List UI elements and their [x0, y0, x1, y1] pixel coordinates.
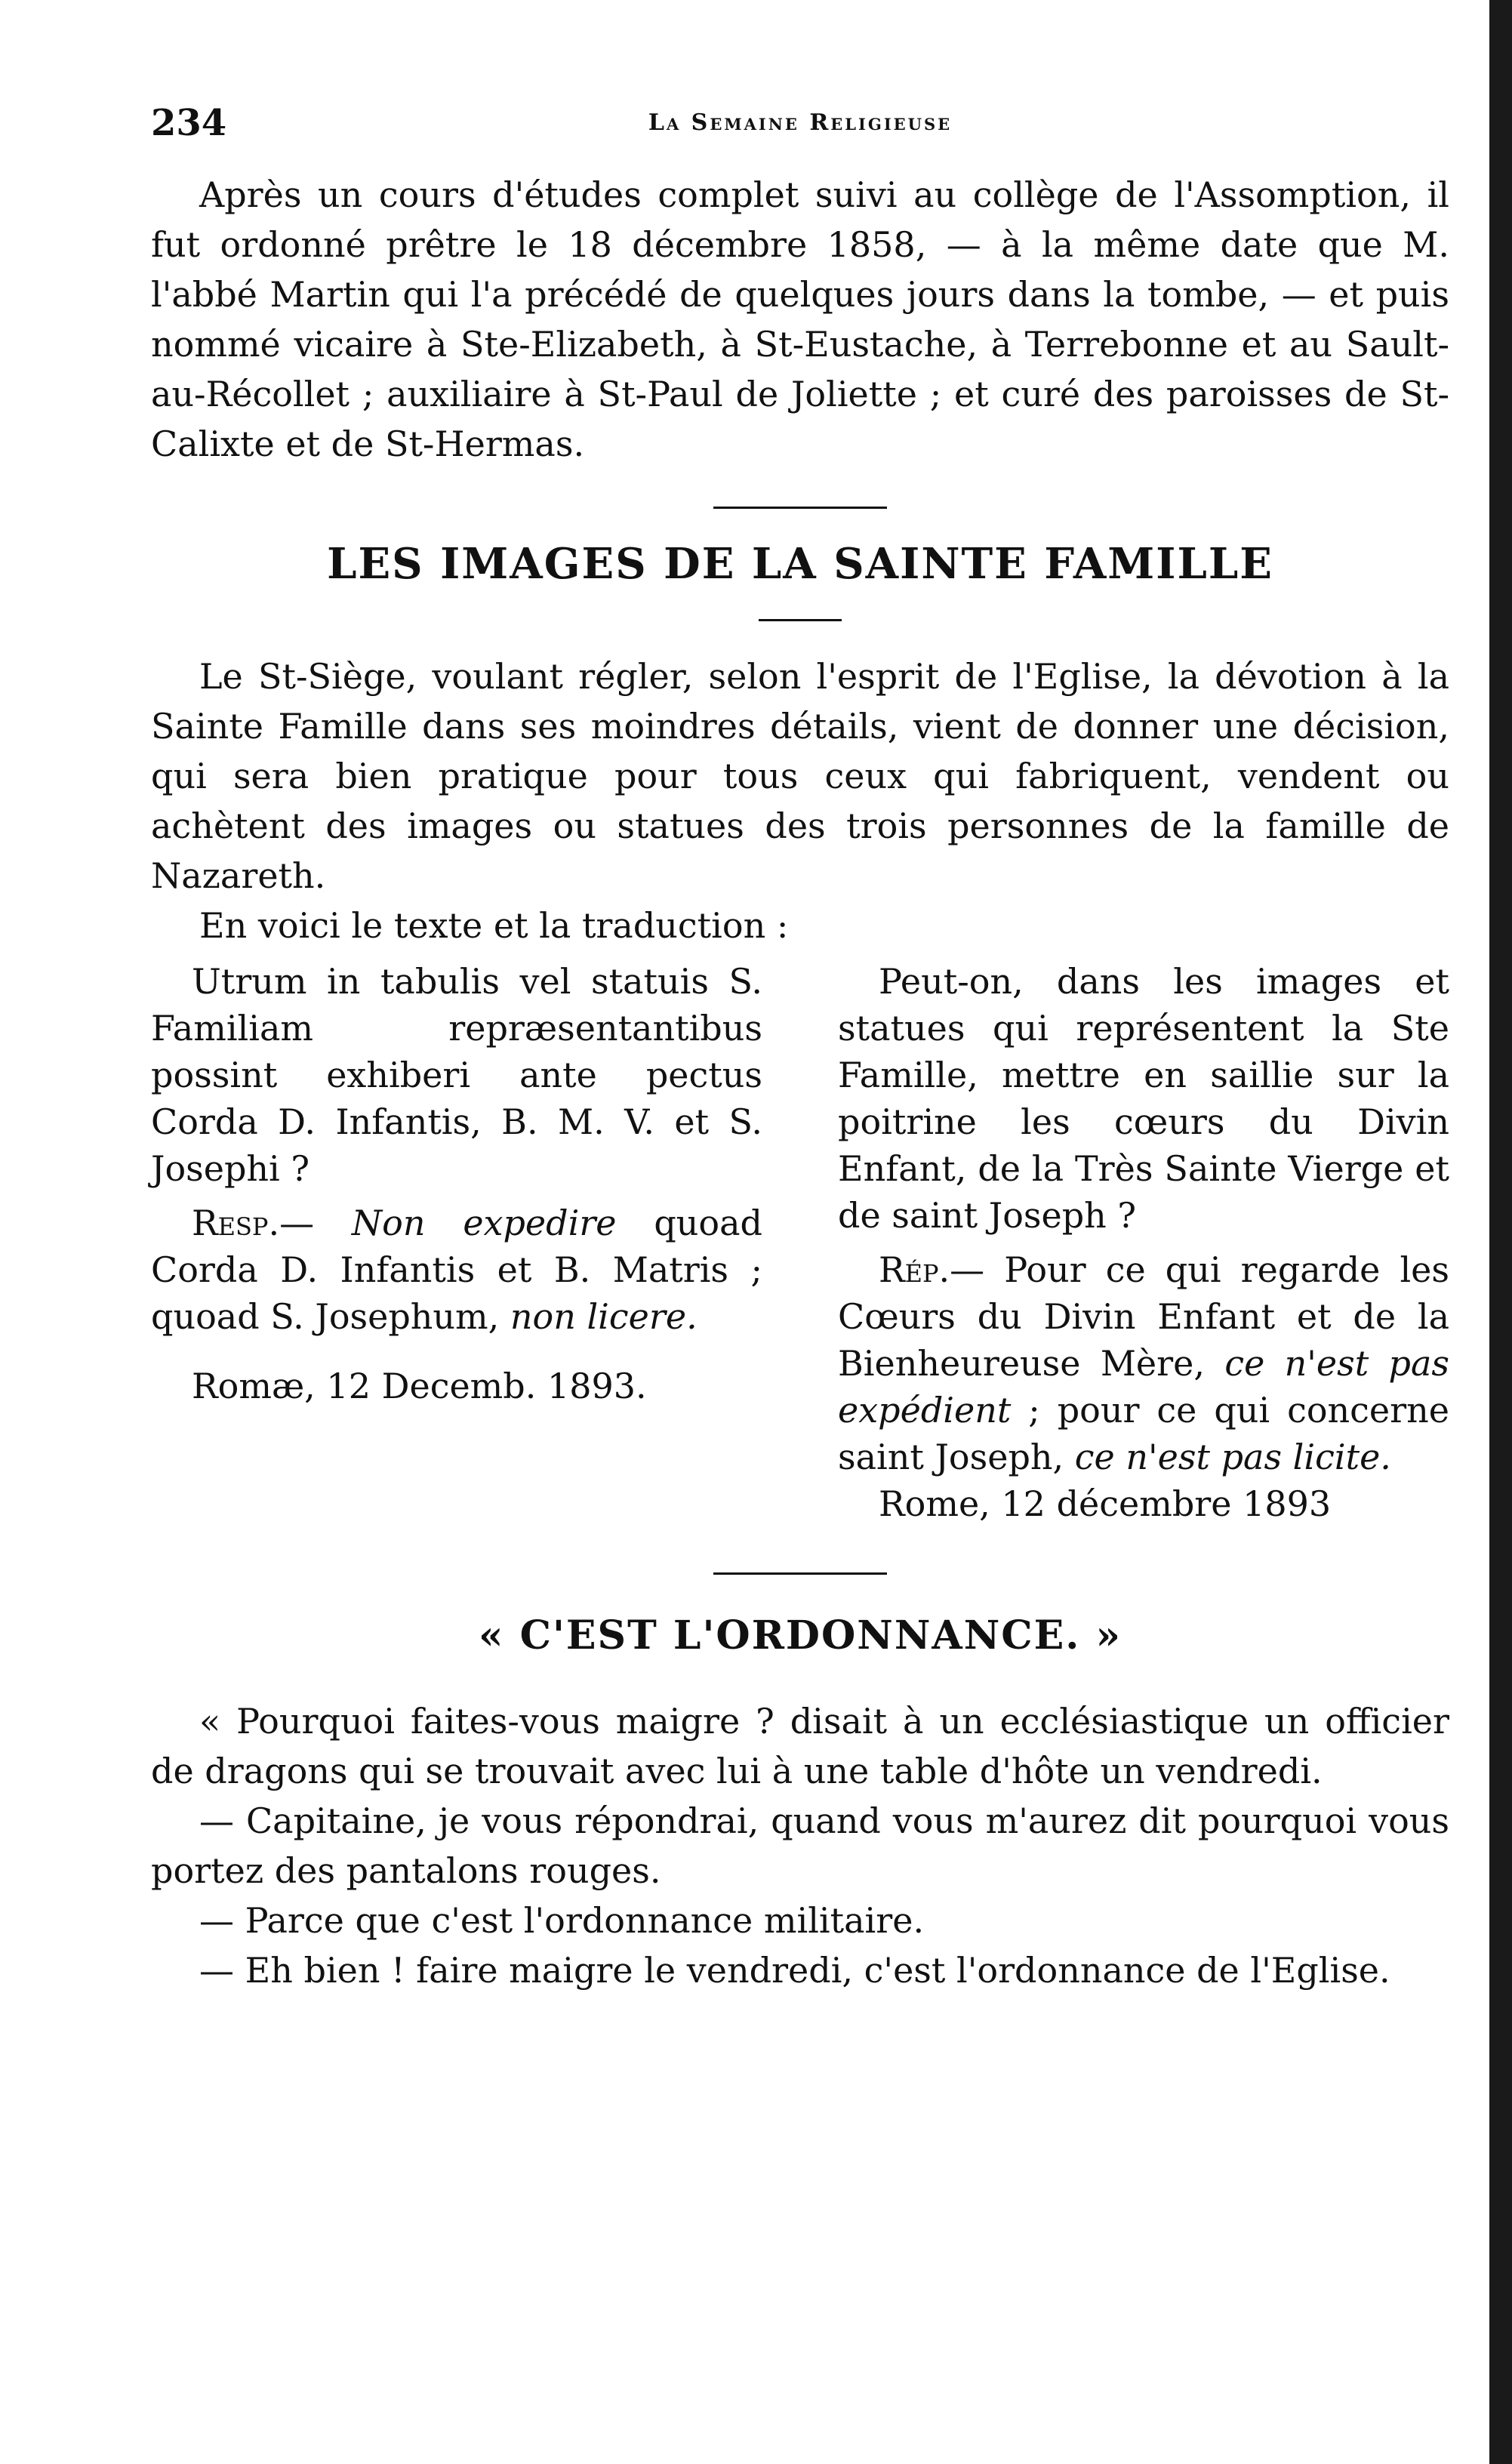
page-number: 234 — [151, 102, 227, 144]
latin-resp-part1: — — [279, 1203, 352, 1243]
divider-rule-2 — [713, 1572, 887, 1575]
french-resp-part1: — Pour ce qui regarde les Cœurs du Divin Enfant et de la Bienheureuse Mère, — [838, 1249, 1449, 1384]
page-header — [151, 102, 1449, 155]
french-resp-label: Rép. — [879, 1249, 950, 1290]
french-question: Peut-on, dans les images et statues qui représentent la Ste Famille, mettre en saillie sur la poitrine les cœurs du Divin Enfant, de la Très Sainte Vierge et de saint Joseph ? — [838, 961, 1449, 1236]
page — [151, 102, 1449, 1995]
french-resp-italic1: ce n'est pas expédient — [838, 1343, 1449, 1431]
french-date: Rome, 12 décembre 1893 — [879, 1483, 1332, 1524]
french-column — [838, 958, 1449, 1527]
french-resp-italic2: ce n'est pas licite. — [1074, 1437, 1391, 1477]
french-response — [838, 1246, 1449, 1480]
running-title: La Semaine Religieuse — [648, 109, 953, 136]
title-rule — [759, 619, 842, 621]
latin-question: Utrum in tabulis vel statuis S. Familiam repræsentantibus possint exhiberi ante pectus Corda D. Infantis, B. M. V. et S. Josephi ? — [151, 961, 762, 1189]
scan-edge — [1489, 0, 1512, 2464]
latin-resp-label: Resp. — [192, 1203, 280, 1243]
latin-date: Romæ, 12 Decemb. 1893. — [192, 1366, 647, 1406]
latin-column — [151, 958, 762, 1527]
latin-response — [151, 1200, 762, 1340]
intro-paragraph: Après un cours d'études complet suivi au collège de l'Assomption, il fut ordonné prêtre le 18 décembre 1858, — à la même date que M. l'abbé Martin qui l'a précédé de quelques jours dans la tombe, — et puis nommé vicaire à Ste-Elizabeth, à St-Eustache, à Terrebonne et au Sault-au-Récollet ; auxiliaire à St-Paul de Joliette ; et curé des paroisses de St-Calixte et de St-Hermas. — [151, 174, 1449, 464]
latin-resp-italic2: non licere. — [510, 1296, 697, 1337]
text-intro-paragraph: En voici le texte et la traduction : — [199, 905, 789, 946]
french-resp-part2: ; pour ce qui concerne saint Joseph, — [838, 1390, 1449, 1477]
bilingual-columns — [151, 958, 1449, 1527]
decision-paragraph: Le St-Siège, voulant régler, selon l'esprit de l'Eglise, la dévotion à la Sainte Famille dans ses moindres détails, vient de donner une décision, qui sera bien pratique pour tous ceux qui fabriquent, vendent ou achètent des images ou statues des trois personnes de la famille de Nazareth. — [151, 656, 1449, 896]
dialogue-paragraph-2: — Capitaine, je vous répondrai, quand vous m'aurez dit pourquoi vous portez des pantalons rouges. — [151, 1800, 1449, 1891]
section-title-ordonnance: « C'EST L'ORDONNANCE. » — [479, 1612, 1122, 1659]
dialogue-paragraph-4: — Eh bien ! faire maigre le vendredi, c'est l'ordonnance de l'Eglise. — [199, 1950, 1390, 1991]
section-title-images: LES IMAGES DE LA SAINTE FAMILLE — [327, 539, 1273, 589]
latin-resp-part2: quoad Corda D. Infantis et B. Matris ; quoad S. Josephum, — [151, 1203, 762, 1337]
latin-resp-italic1: Non expedire — [351, 1203, 617, 1243]
divider-rule — [713, 507, 887, 509]
dialogue-paragraph-3: — Parce que c'est l'ordonnance militaire. — [199, 1900, 925, 1941]
dialogue-paragraph-1: « Pourquoi faites-vous maigre ? disait à un ecclésiastique un officier de dragons qui se trouvait avec lui à une table d'hôte un vendredi. — [151, 1701, 1449, 1791]
